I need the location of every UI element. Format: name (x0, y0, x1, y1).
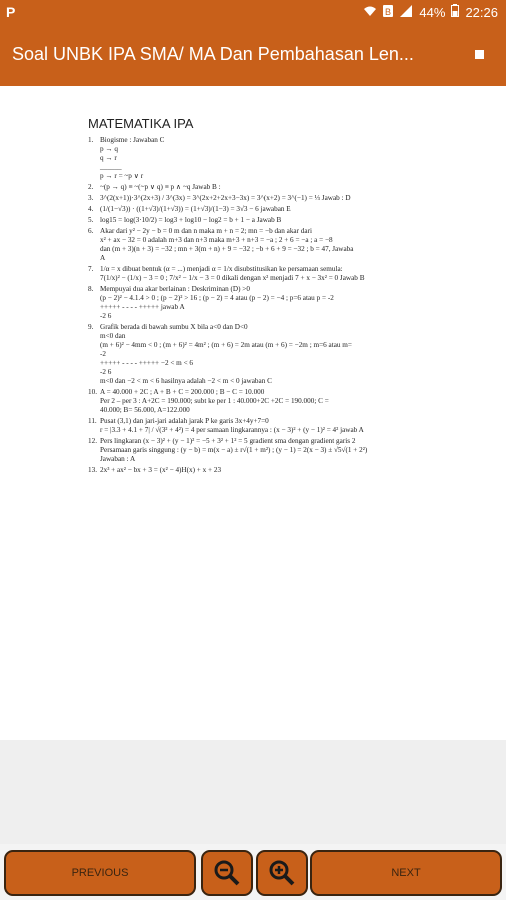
answer-line: (1/(1−√3)) · ((1+√3)/(1+√3)) = (1+√3)/(1−3) = 3√3 − 6 jawaban E (100, 205, 291, 214)
answer-body (100, 194, 468, 203)
document-page[interactable] (0, 86, 506, 740)
clock: 22:26 (465, 4, 498, 20)
answer-number: 1. (88, 136, 94, 145)
answer-line: ~(p → q) ≡ ~(~p ∨ q) ≡ p ∧ ~q Jawab B : (100, 183, 221, 192)
answer-body (100, 183, 468, 192)
answer-item (88, 227, 468, 263)
answer-line: r = |3.3 + 4.1 + 7| / √(3² + 4²) = 4 per samaan lingkarannya : (x − 3)² + (y − 1)² = 4² jawab A (100, 426, 364, 435)
answer-line: x² + ax − 32 = 0 adalah m+3 dan n+3 maka m+3 + n+3 = −a ; 2 + 6 = −a ; a = −8 (100, 236, 333, 245)
answer-body (100, 466, 468, 475)
answer-number: 8. (88, 285, 94, 294)
answer-item (88, 136, 468, 181)
answer-line: -2 6 (100, 312, 112, 321)
battery-icon (451, 4, 459, 20)
answer-body (100, 205, 468, 214)
answer-line: p → r = ~p ∨ r (100, 172, 144, 181)
app-notification-icon: P (6, 4, 16, 20)
doc-heading: MATEMATIKA IPA (88, 116, 194, 131)
zoom-out-button[interactable] (201, 850, 253, 896)
next-label: NEXT (391, 867, 421, 879)
answer-line: +++++ - - - - +++++ jawab A (100, 303, 185, 312)
answer-item (88, 437, 468, 464)
answer-number: 3. (88, 194, 94, 203)
answer-number: 9. (88, 323, 94, 332)
answer-line: (m + 6)² − 4mm < 0 ; (m + 6)² = 4m² ; (m + 6) = 2m atau (m + 6) = −2m ; m=6 atau m= (100, 341, 352, 350)
zoom-in-button[interactable] (256, 850, 308, 896)
answer-item (88, 323, 468, 386)
answer-item (88, 216, 468, 225)
answer-line: m<0 dan −2 < m < 6 hasilnya adalah −2 < m < 0 jawaban C (100, 377, 272, 386)
battery-level-text: 44% (419, 4, 446, 20)
answer-line: m<0 dan (100, 332, 126, 341)
answer-item (88, 417, 468, 435)
status-bar (0, 0, 506, 24)
answer-number: 6. (88, 227, 94, 236)
answer-body (100, 227, 468, 263)
answer-line: A (100, 254, 106, 263)
answer-line: 7(1/x)² − (1/x) − 3 = 0 ; 7/x² − 1/x − 3 = 0 dikali dengan x² menjadi 7 + x − 3x² = 0 Jawab B (100, 274, 365, 283)
answer-number: 11. (88, 417, 97, 426)
answer-line: 2x³ + ax² − bx + 3 = (x² − 4)H(x) + x + 23 (100, 466, 222, 475)
zoom-in-icon (268, 859, 296, 887)
answer-line: 1/α = x dibuat bentuk (α = ...) menjadi α = 1/x disubstitusikan ke persamaan semula: (100, 265, 343, 274)
signal-icon (399, 5, 413, 20)
answer-line: q → r (100, 154, 117, 163)
answer-item (88, 265, 468, 283)
answer-body (100, 417, 468, 435)
answer-line: -2 6 (100, 368, 112, 377)
page-title: Soal UNBK IPA SMA/ MA Dan Pembahasan Len... (12, 44, 414, 64)
answer-line: Persamaan garis singgung : (y − b) = m(x − a) ± r√(1 + m²) ; (y − 1) = 2(x − 3) ± √5√(1 + 2²) (100, 446, 368, 455)
answer-number: 13. (88, 466, 97, 475)
answer-number: 10. (88, 388, 97, 397)
answer-number: 2. (88, 183, 94, 192)
answer-line: Jawaban : A (100, 455, 136, 464)
answer-item (88, 466, 468, 475)
stop-icon[interactable] (475, 50, 484, 59)
answer-line: log15 = log(3·10/2) = log3 + log10 − log2 = b + 1 − a Jawab B (100, 216, 282, 225)
wifi-icon (363, 5, 377, 20)
answer-line: Mempuyai dua akar berlainan : Deskriminan (D) >0 (100, 285, 250, 294)
answer-line: A = 40.000 + 2C ; A + B + C = 200.000 ; B − C = 10.000 (100, 388, 265, 397)
answer-body (100, 285, 468, 321)
answer-item (88, 285, 468, 321)
data-icon (383, 5, 393, 20)
svg-text:B: B (385, 6, 392, 17)
answer-number: 5. (88, 216, 94, 225)
answer-line: Pusat (3,1) dan jari-jari adalah jarak P ke garis 3x+4y+7=0 (100, 417, 269, 426)
previous-button[interactable] (4, 850, 196, 896)
previous-label: PREVIOUS (71, 867, 129, 879)
answer-line: Biogisme : Jawaban C (100, 136, 165, 145)
answer-line: Grafik berada di bawah sumbu X bila a<0 dan D<0 (100, 323, 248, 332)
answer-line: ______ (100, 163, 122, 172)
answer-line: Akar dari y² − 2y − b = 0 m dan n maka m + n = 2; mn = −b dan akar dari (100, 227, 312, 236)
answer-body (100, 216, 468, 225)
answer-number: 12. (88, 437, 97, 446)
answer-line: Per 2 – per 3 : A+2C = 190.000; subt ke per 1 : 40.000+2C +2C = 190.000; C = (100, 397, 329, 406)
next-button[interactable] (310, 850, 502, 896)
answer-line: Pers lingkaran (x − 3)² + (y − 1)² = −5 + 3² + 1² = 5 gradient sma dengan gradient garis 2 (100, 437, 356, 446)
answer-body (100, 265, 468, 283)
answer-item (88, 205, 468, 214)
answer-item (88, 183, 468, 192)
answer-number: 7. (88, 265, 94, 274)
answer-line: p → q (100, 145, 118, 154)
answer-line: (p − 2)² − 4.1.4 > 0 ; (p − 2)² > 16 ; (p − 2) = 4 atau (p − 2) = −4 ; p=6 atau p = -2 (100, 294, 334, 303)
answer-line: -2 (100, 350, 106, 359)
answer-number: 4. (88, 205, 94, 214)
answer-line: 40.000; B= 56.000, A=122.000 (100, 406, 190, 415)
answer-line: dan (m + 3)(n + 3) = −32 ; mn + 3(m + n) + 9 = −32 ; −b + 6 + 9 = −32 ; b = 47, Jawaba (100, 245, 354, 254)
answer-body (100, 136, 468, 181)
answer-item (88, 388, 468, 415)
zoom-out-icon (213, 859, 241, 887)
document-content (88, 116, 468, 477)
answer-item (88, 194, 468, 203)
answer-body (100, 388, 468, 415)
answer-list (88, 136, 468, 475)
answer-line: 3^(2(x+1))·3^(2x+3) / 3^(3x) = 3^(2x+2+2x+3−3x) = 3^(x+2) = 3^(−1) = ⅓ Jawab : D (100, 194, 351, 203)
page-gap (0, 740, 506, 844)
answer-body (100, 323, 468, 386)
answer-line: +++++ - - - - +++++ −2 < m < 6 (100, 359, 194, 368)
answer-body (100, 437, 468, 464)
app-bar (0, 24, 506, 86)
